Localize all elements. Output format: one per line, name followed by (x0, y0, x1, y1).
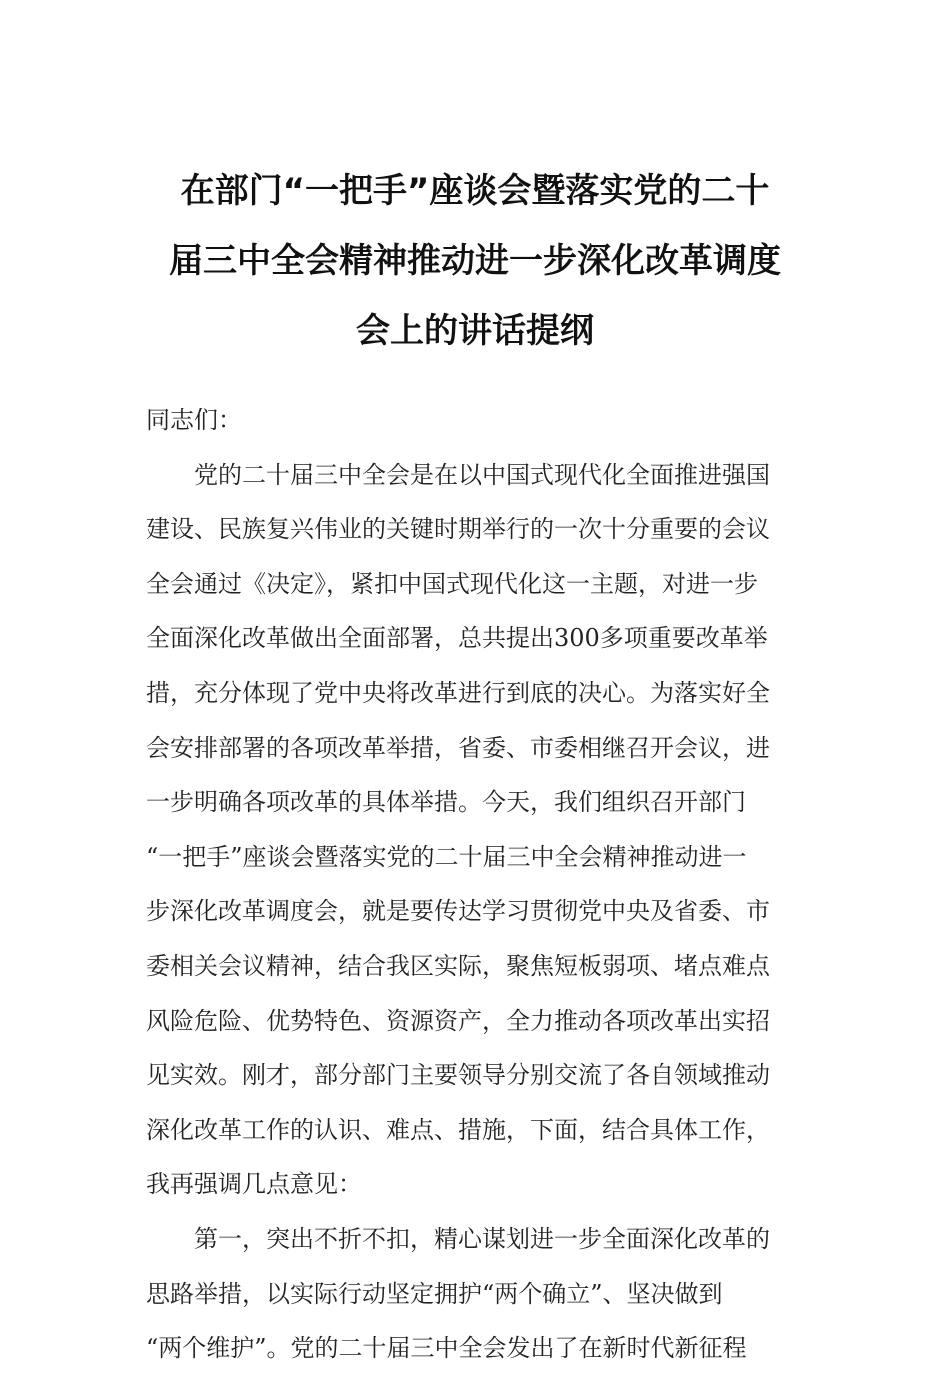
body-line: 见实效。刚才，部分部门主要领导分别交流了各自领域推动 (146, 1061, 770, 1090)
body-line: 措，充分体现了党中央将改革进行到底的决心。为落实好全 (146, 678, 770, 707)
body-line: 风险危险、优势特色、资源资产，全力推动各项改革出实招 (146, 1006, 770, 1035)
body-line: 委相关会议精神，结合我区实际，聚焦短板弱项、堵点难点 (146, 951, 770, 980)
salutation: 同志们： (146, 406, 242, 434)
document-body (146, 393, 806, 1376)
body-line: 党的二十届三中全会是在以中国式现代化全面推进强国 (146, 460, 770, 489)
body-line: 深化改革工作的认识、难点、措施，下面，结合具体工作， (146, 1115, 770, 1144)
body-line: 全面深化改革做出全面部署，总共提出300多项重要改革举 (146, 624, 768, 653)
body-line: “两个维护”。党的二十届三中全会发出了在新时代新征程 (146, 1334, 747, 1363)
body-line: 我再强调几点意见： (146, 1170, 362, 1199)
title-line: 届三中全会精神推动进一步深化改革调度 (169, 241, 781, 281)
body-line: 第一，突出不折不扣，精心谋划进一步全面深化改革的 (146, 1224, 770, 1253)
body-line: 思路举措，以实际行动坚定拥护“两个确立”、坚决做到 (146, 1279, 723, 1308)
body-line: “一把手”座谈会暨落实党的二十届三中全会精神推动进一 (146, 842, 747, 871)
title-line: 会上的讲话提纲 (356, 311, 594, 351)
body-line: 一步明确各项改革的具体举措。今天，我们组织召开部门 (146, 788, 746, 817)
document-title (140, 156, 810, 366)
body-line: 步深化改革调度会，就是要传达学习贯彻党中央及省委、市 (146, 897, 770, 926)
title-line: 在部门“一把手”座谈会暨落实党的二十 (180, 171, 770, 211)
body-line: 建设、民族复兴伟业的关键时期举行的一次十分重要的会议 (146, 515, 770, 544)
body-line: 会安排部署的各项改革举措，省委、市委相继召开会议，进 (146, 733, 770, 762)
body-line: 全会通过《决定》，紧扣中国式现代化这一主题，对进一步 (146, 569, 758, 598)
